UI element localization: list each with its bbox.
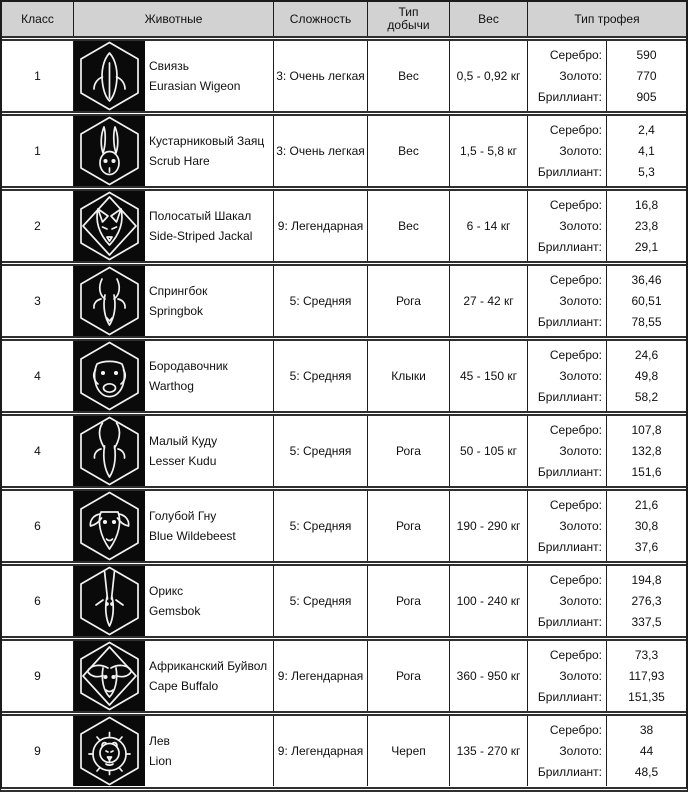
prey-type-cell xyxy=(368,116,450,186)
eurasian-wigeon-icon xyxy=(74,41,145,111)
gold-label: Золото: xyxy=(559,668,602,683)
diamond-label: Бриллиант: xyxy=(537,239,602,254)
animal-names xyxy=(149,356,228,396)
silver-label: Серебро: xyxy=(549,347,602,362)
diamond-label: Бриллиант: xyxy=(537,689,602,704)
prey-type-cell xyxy=(368,41,450,111)
silver-value: 16,8 xyxy=(634,197,659,212)
diamond-value: 48,5 xyxy=(634,764,659,779)
prey-type-cell xyxy=(368,341,450,411)
lesser-kudu-icon xyxy=(74,416,145,486)
cape-buffalo-icon xyxy=(74,641,145,711)
animal-names xyxy=(149,131,264,171)
table-row xyxy=(2,711,686,786)
animal-names xyxy=(149,581,200,621)
animal-names xyxy=(149,281,207,321)
class-cell xyxy=(2,716,74,786)
gold-value: 276,3 xyxy=(631,593,662,608)
table-row xyxy=(2,111,686,186)
class-value: 1 xyxy=(34,69,41,83)
prey-type-value: Клыки xyxy=(391,369,426,383)
weight-value: 50 - 105 кг xyxy=(460,444,517,458)
difficulty-cell xyxy=(274,716,368,786)
gold-value: 132,8 xyxy=(631,443,662,458)
gold-label: Золото: xyxy=(559,743,602,758)
animal-names xyxy=(149,206,252,246)
header-prey-type-label: Тип добычи xyxy=(387,5,430,32)
prey-type-cell xyxy=(368,566,450,636)
table-row xyxy=(2,636,686,711)
difficulty-value: 3: Очень легкая xyxy=(276,69,365,83)
class-cell xyxy=(2,266,74,336)
difficulty-cell xyxy=(274,116,368,186)
class-cell xyxy=(2,341,74,411)
difficulty-cell xyxy=(274,341,368,411)
animal-name-ru: Полосатый Шакал xyxy=(149,209,252,223)
class-cell xyxy=(2,191,74,261)
difficulty-cell xyxy=(274,491,368,561)
animal-names xyxy=(149,56,240,96)
scrub-hare-icon xyxy=(74,116,145,186)
weight-cell xyxy=(450,266,528,336)
gold-value: 30,8 xyxy=(634,518,659,533)
trophy-values-cell xyxy=(607,41,686,111)
prey-type-value: Рога xyxy=(396,294,421,308)
silver-value: 38 xyxy=(639,722,654,737)
diamond-label: Бриллиант: xyxy=(537,89,602,104)
prey-type-cell xyxy=(368,416,450,486)
class-cell xyxy=(2,416,74,486)
animal-name-ru: Спрингбок xyxy=(149,284,208,298)
trophy-labels-cell xyxy=(528,491,607,561)
prey-type-value: Вес xyxy=(398,69,419,83)
silver-value: 24,6 xyxy=(634,347,659,362)
prey-type-cell xyxy=(368,716,450,786)
silver-value: 590 xyxy=(636,47,657,62)
gold-value: 770 xyxy=(636,68,657,83)
difficulty-cell xyxy=(274,566,368,636)
silver-label: Серебро: xyxy=(549,47,602,62)
silver-label: Серебро: xyxy=(549,197,602,212)
diamond-label: Бриллиант: xyxy=(537,314,602,329)
gold-label: Золото: xyxy=(559,68,602,83)
gold-label: Золото: xyxy=(559,443,602,458)
gold-value: 4,1 xyxy=(638,143,655,158)
springbok-icon xyxy=(74,266,145,336)
prey-type-cell xyxy=(368,191,450,261)
silver-label: Серебро: xyxy=(549,722,602,737)
animal-name-en: Scrub Hare xyxy=(149,154,210,168)
prey-type-value: Рога xyxy=(396,669,421,683)
trophy-labels-cell xyxy=(528,566,607,636)
trophy-values-cell xyxy=(607,416,686,486)
table-row xyxy=(2,261,686,336)
prey-type-cell xyxy=(368,491,450,561)
animal-name-ru: Малый Куду xyxy=(149,434,218,448)
animal-name-en: Lesser Kudu xyxy=(149,454,217,468)
class-value: 9 xyxy=(34,744,41,758)
header-animals: Животные xyxy=(74,2,274,36)
animal-cell xyxy=(74,491,274,561)
diamond-value: 29,1 xyxy=(634,239,659,254)
diamond-value: 58,2 xyxy=(634,389,659,404)
silver-value: 194,8 xyxy=(631,572,662,587)
trophy-values-cell xyxy=(607,716,686,786)
trophy-values-cell xyxy=(607,116,686,186)
weight-value: 45 - 150 кг xyxy=(460,369,517,383)
difficulty-value: 5: Средняя xyxy=(289,294,352,308)
weight-value: 100 - 240 кг xyxy=(456,594,521,608)
trophy-values-cell xyxy=(607,491,686,561)
animal-names xyxy=(149,431,217,471)
weight-value: 190 - 290 кг xyxy=(456,519,521,533)
class-cell xyxy=(2,491,74,561)
prey-type-cell xyxy=(368,641,450,711)
difficulty-value: 9: Легендарная xyxy=(277,669,364,683)
table-row xyxy=(2,561,686,636)
animal-name-ru: Кустарниковый Заяц xyxy=(149,134,265,148)
animal-name-en: Lion xyxy=(149,754,172,768)
class-value: 6 xyxy=(34,519,41,533)
diamond-label: Бриллиант: xyxy=(537,539,602,554)
animal-cell xyxy=(74,341,274,411)
animal-cell xyxy=(74,266,274,336)
trophy-labels-cell xyxy=(528,716,607,786)
diamond-value: 78,55 xyxy=(631,314,662,329)
prey-type-cell xyxy=(368,266,450,336)
blue-wildebeest-icon xyxy=(74,491,145,561)
weight-cell xyxy=(450,416,528,486)
animal-name-ru: Орикс xyxy=(149,584,184,598)
prey-type-value: Вес xyxy=(398,144,419,158)
weight-cell xyxy=(450,341,528,411)
trophy-labels-cell xyxy=(528,41,607,111)
header-trophy-type: Тип трофея xyxy=(574,11,640,26)
difficulty-cell xyxy=(274,641,368,711)
diamond-label: Бриллиант: xyxy=(537,464,602,479)
diamond-label: Бриллиант: xyxy=(537,764,602,779)
difficulty-value: 5: Средняя xyxy=(289,444,352,458)
silver-label: Серебро: xyxy=(549,647,602,662)
weight-value: 1,5 - 5,8 кг xyxy=(460,144,517,158)
table-header-row xyxy=(2,2,686,36)
animal-name-ru: Голубой Гну xyxy=(149,509,217,523)
animal-cell xyxy=(74,716,274,786)
gold-value: 117,93 xyxy=(628,668,665,683)
difficulty-cell xyxy=(274,416,368,486)
animal-name-en: Eurasian Wigeon xyxy=(149,79,241,93)
gold-label: Золото: xyxy=(559,518,602,533)
diamond-value: 151,6 xyxy=(631,464,662,479)
gold-label: Золото: xyxy=(559,368,602,383)
difficulty-cell xyxy=(274,41,368,111)
weight-cell xyxy=(450,116,528,186)
trophy-labels-cell xyxy=(528,641,607,711)
animal-name-ru: Африканский Буйвол xyxy=(149,659,268,673)
weight-cell xyxy=(450,641,528,711)
trophy-labels-cell xyxy=(528,416,607,486)
lion-icon xyxy=(74,716,145,786)
prey-type-value: Рога xyxy=(396,594,421,608)
diamond-value: 37,6 xyxy=(634,539,659,554)
silver-label: Серебро: xyxy=(549,122,602,137)
class-value: 4 xyxy=(34,444,41,458)
class-cell xyxy=(2,641,74,711)
animal-cell xyxy=(74,41,274,111)
animal-name-en: Blue Wildebeest xyxy=(149,529,236,543)
trophy-labels-cell xyxy=(528,266,607,336)
animal-name-en: Gemsbok xyxy=(149,604,201,618)
prey-type-value: Рога xyxy=(396,444,421,458)
trophy-values-cell xyxy=(607,191,686,261)
animal-names xyxy=(149,656,267,696)
difficulty-value: 9: Легендарная xyxy=(277,744,364,758)
gold-label: Золото: xyxy=(559,218,602,233)
difficulty-value: 9: Легендарная xyxy=(277,219,364,233)
silver-label: Серебро: xyxy=(549,497,602,512)
animal-name-ru: Лев xyxy=(149,734,170,748)
class-cell xyxy=(2,41,74,111)
class-cell xyxy=(2,116,74,186)
table-row xyxy=(2,411,686,486)
silver-value: 2,4 xyxy=(638,122,655,137)
difficulty-value: 5: Средняя xyxy=(289,519,352,533)
weight-cell xyxy=(450,491,528,561)
table-row xyxy=(2,186,686,261)
silver-value: 107,8 xyxy=(631,422,662,437)
gold-value: 49,8 xyxy=(634,368,659,383)
difficulty-value: 5: Средняя xyxy=(289,594,352,608)
prey-type-value: Череп xyxy=(391,744,426,758)
diamond-label: Бриллиант: xyxy=(537,164,602,179)
class-value: 3 xyxy=(34,294,41,308)
animal-cell xyxy=(74,566,274,636)
trophy-values-cell xyxy=(607,641,686,711)
diamond-label: Бриллиант: xyxy=(537,614,602,629)
diamond-value: 905 xyxy=(636,89,657,104)
silver-value: 36,46 xyxy=(631,272,662,287)
gemsbok-icon xyxy=(74,566,145,636)
gold-label: Золото: xyxy=(559,143,602,158)
prey-type-value: Вес xyxy=(398,219,419,233)
animal-name-en: Cape Buffalo xyxy=(149,679,219,693)
silver-label: Серебро: xyxy=(549,572,602,587)
gold-value: 60,51 xyxy=(631,293,662,308)
difficulty-value: 3: Очень легкая xyxy=(276,144,365,158)
animal-cell xyxy=(74,191,274,261)
weight-value: 135 - 270 кг xyxy=(456,744,521,758)
silver-value: 21,6 xyxy=(634,497,659,512)
class-value: 1 xyxy=(34,144,41,158)
diamond-value: 151,35 xyxy=(628,689,665,704)
header-prey-type xyxy=(368,2,450,36)
trophy-labels-cell xyxy=(528,116,607,186)
difficulty-cell xyxy=(274,191,368,261)
weight-cell xyxy=(450,716,528,786)
trophy-values-cell xyxy=(607,566,686,636)
animal-cell xyxy=(74,116,274,186)
side-striped-jackal-icon xyxy=(74,191,145,261)
trophy-values-cell xyxy=(607,341,686,411)
gold-label: Золото: xyxy=(559,593,602,608)
silver-label: Серебро: xyxy=(549,422,602,437)
class-value: 4 xyxy=(34,369,41,383)
animal-names xyxy=(149,731,172,771)
class-value: 6 xyxy=(34,594,41,608)
trophy-values-cell xyxy=(607,266,686,336)
animal-names xyxy=(149,506,236,546)
diamond-value: 5,3 xyxy=(638,164,655,179)
header-weight: Вес xyxy=(450,2,528,36)
table-row xyxy=(2,486,686,561)
animal-cell xyxy=(74,641,274,711)
class-value: 9 xyxy=(34,669,41,683)
class-cell xyxy=(2,566,74,636)
weight-cell xyxy=(450,566,528,636)
trophy-labels-cell xyxy=(528,191,607,261)
diamond-label: Бриллиант: xyxy=(537,389,602,404)
animal-name-en: Springbok xyxy=(149,304,204,318)
weight-value: 360 - 950 кг xyxy=(456,669,521,683)
weight-value: 6 - 14 кг xyxy=(466,219,511,233)
trophy-labels-cell xyxy=(528,341,607,411)
header-class: Класс xyxy=(2,2,74,36)
class-value: 2 xyxy=(34,219,41,233)
gold-label: Золото: xyxy=(559,293,602,308)
difficulty-cell xyxy=(274,266,368,336)
table-row xyxy=(2,336,686,411)
difficulty-value: 5: Средняя xyxy=(289,369,352,383)
prey-type-value: Рога xyxy=(396,519,421,533)
table-body xyxy=(2,36,686,786)
header-difficulty: Сложность xyxy=(274,2,368,36)
animal-name-en: Warthog xyxy=(149,379,194,393)
table-row xyxy=(2,36,686,111)
gold-value: 44 xyxy=(639,743,654,758)
animal-name-ru: Свиязь xyxy=(149,59,189,73)
animal-cell xyxy=(74,416,274,486)
weight-cell xyxy=(450,41,528,111)
animal-name-en: Side-Striped Jackal xyxy=(149,229,253,243)
silver-value: 73,3 xyxy=(634,647,659,662)
weight-value: 27 - 42 кг xyxy=(463,294,514,308)
diamond-value: 337,5 xyxy=(631,614,662,629)
gold-value: 23,8 xyxy=(634,218,659,233)
animal-name-ru: Бородавочник xyxy=(149,359,228,373)
weight-cell xyxy=(450,191,528,261)
weight-value: 0,5 - 0,92 кг xyxy=(456,69,521,83)
warthog-icon xyxy=(74,341,145,411)
silver-label: Серебро: xyxy=(549,272,602,287)
